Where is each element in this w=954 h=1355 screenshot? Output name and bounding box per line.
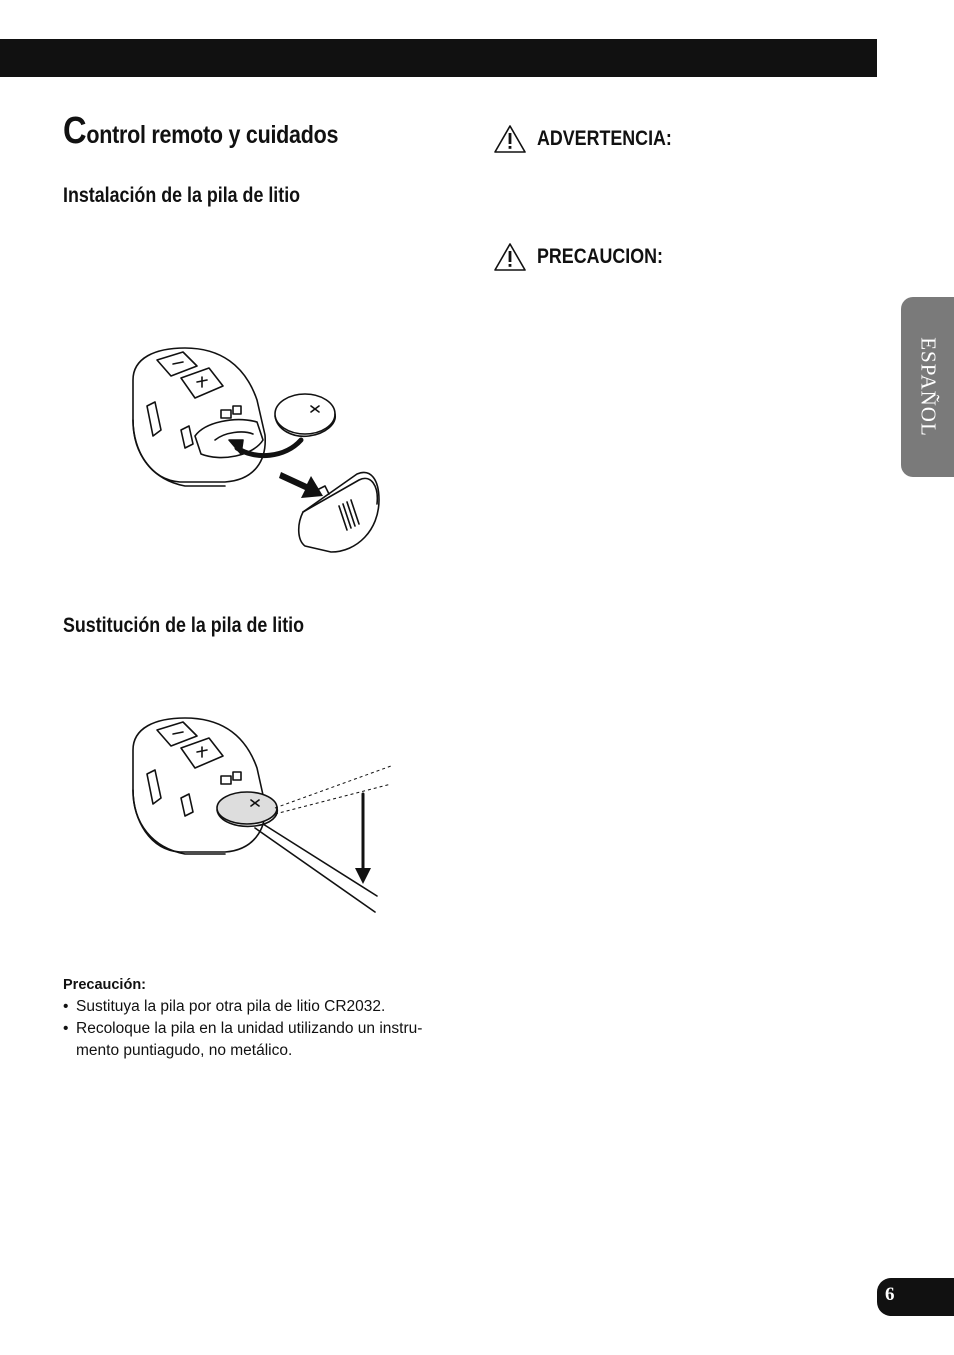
language-tab-label: ESPAÑOL <box>916 337 940 437</box>
advertencia-block <box>493 124 696 154</box>
header-bar <box>0 39 877 77</box>
install-heading: Instalación de la pila de litio <box>63 184 301 207</box>
language-tab <box>901 297 954 477</box>
list-item: • Sustituya la pila por otra pila de litio CR2032. <box>63 996 453 1018</box>
page-number-tab <box>877 1278 954 1316</box>
list-item: • Recoloque la pila en la unidad utilizando un instru-mento puntiagudo, no metálico. <box>63 1018 453 1062</box>
page-number: 6 <box>885 1284 895 1305</box>
advertencia-label: ADVERTENCIA: <box>537 127 672 150</box>
warning-icon <box>493 124 527 154</box>
install-illustration <box>125 340 390 560</box>
caution-heading: Precaución: <box>63 977 146 993</box>
page-title <box>63 112 338 150</box>
caution-notes <box>63 974 453 1062</box>
warning-icon <box>493 242 527 272</box>
precaucion-label: PRECAUCION: <box>537 245 663 268</box>
caution-list <box>63 996 453 1062</box>
precaucion-block <box>493 242 685 272</box>
replace-illustration <box>125 712 395 922</box>
title-rest: ontrol remoto y cuidados <box>86 121 339 149</box>
title-initial: C <box>63 110 87 152</box>
replace-heading: Sustitución de la pila de litio <box>63 614 305 637</box>
